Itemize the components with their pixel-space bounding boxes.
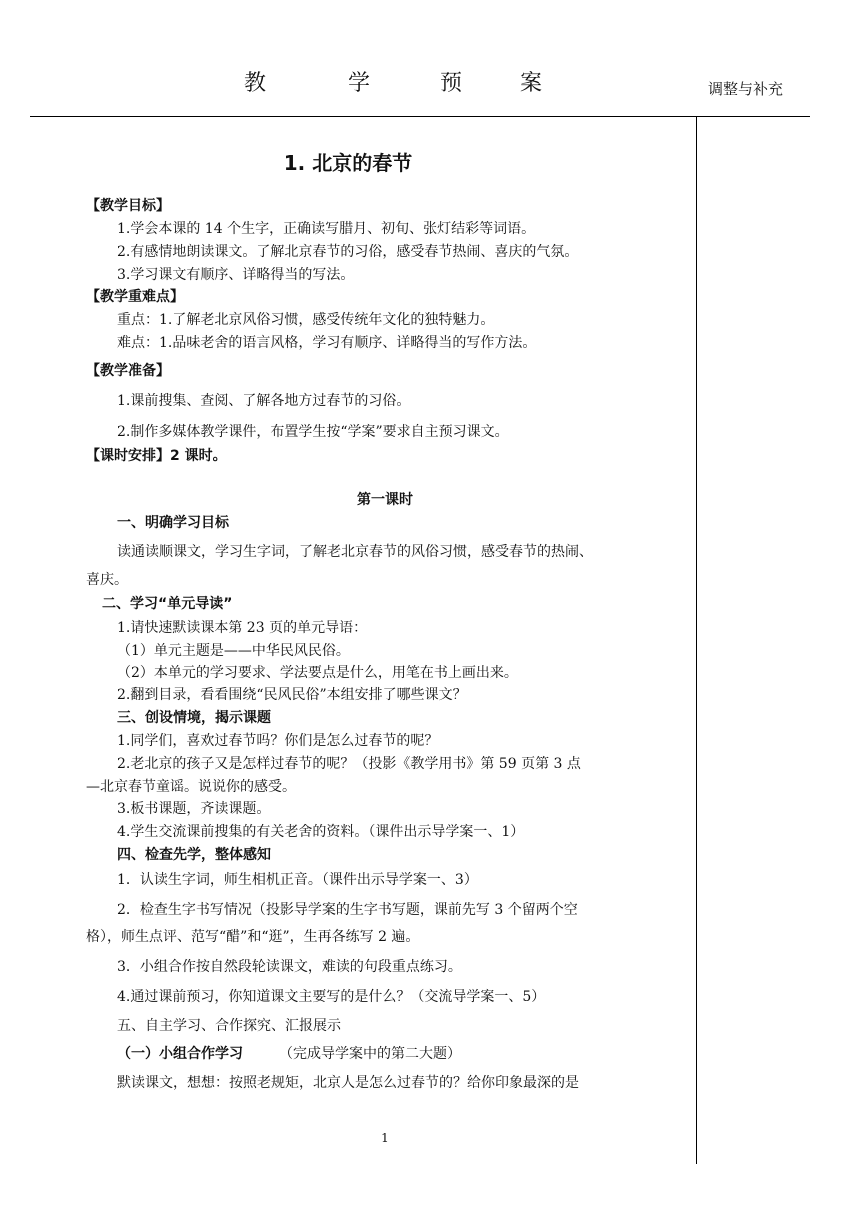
section-heading: （一）小组合作学习 [117,1046,243,1062]
section-heading: 【教学目标】 [86,198,170,214]
text-line: 难点：1.品味老舍的语言风格，学习有顺序、详略得当的写作方法。 [117,335,537,351]
text-line: 2.老北京的孩子又是怎样过春节的呢？（投影《教学用书》第 59 页第 3 点 [117,756,581,772]
column-divider [696,116,697,1164]
section-heading: 【教学重难点】 [86,289,184,305]
title-char: 学 [348,71,371,96]
text-line: 2.有感情地朗读课文。了解北京春节的习俗，感受春节热闹、喜庆的气氛。 [117,244,579,260]
text-line: 3．小组合作按自然段轮读课文，难读的句段重点练习。 [117,959,462,975]
section-heading: 第一课时 [357,492,413,508]
title-char: 预 [440,71,463,96]
title-char: 案 [520,71,543,96]
section-heading: 二、学习“单元导读” [102,596,233,612]
text-line: 4.学生交流课前搜集的有关老舍的资料。（课件出示导学案一、1） [117,824,525,840]
text-line: 2.翻到目录，看看围绕“民风民俗”本组安排了哪些课文？ [117,687,467,703]
text-line: 1．认读生字词，师生相机正音。（课件出示导学案一、3） [117,872,478,888]
section-heading: 四、检查先学，整体感知 [117,847,271,863]
text-line: （2）本单元的学习要求、学法要点是什么，用笔在书上画出来。 [117,665,518,681]
text-line: 4.通过课前预习，你知道课文主要写的是什么？（交流导学案一、5） [117,989,546,1005]
header-rule [30,116,810,117]
text-line: （1）单元主题是——中华民风民俗。 [117,643,350,659]
text-line: 重点：1.了解老北京风俗习惯，感受传统年文化的独特魅力。 [117,312,495,328]
text-line: 3.学习课文有顺序、详略得当的写法。 [117,267,355,283]
text-line: 1.请快速默读课本第 23 页的单元导语： [117,620,368,636]
title-char: 教 [244,71,267,96]
text-line: 3.板书课题，齐读课题。 [117,801,271,817]
text-line: 1.学会本课的 14 个生字，正确读写腊月、初旬、张灯结彩等词语。 [117,221,536,237]
text-line: 读通读顺课文，学习生字词，了解老北京春节的风俗习惯，感受春节的热闹、 [117,544,593,560]
text-line: （完成导学案中的第二大题） [279,1046,461,1062]
side-column-label: 调整与补充 [708,80,784,98]
section-heading: 一、明确学习目标 [117,515,229,531]
page-number: 1 [381,1131,389,1145]
section-heading: 【教学准备】 [86,363,170,379]
section-heading: 【课时安排】2 课时。 [86,448,227,464]
text-line: —北京春节童谣。说说你的感受。 [86,779,296,795]
text-line: 2.制作多媒体教学课件，布置学生按“学案”要求自主预习课文。 [117,424,509,440]
text-line: 喜庆。 [86,572,128,588]
text-line: 默读课文，想想：按照老规矩，北京人是怎么过春节的？给你印象最深的是 [117,1075,579,1091]
lesson-title: 1. 北京的春节 [283,151,413,175]
section-heading: 三、创设情境，揭示课题 [117,710,271,726]
text-line: 格），师生点评、范写“醋”和“逛”，生再各练写 2 遍。 [86,929,420,945]
text-line: 五、自主学习、合作探究、汇报展示 [117,1018,341,1034]
text-line: 1.课前搜集、查阅、了解各地方过春节的习俗。 [117,393,411,409]
text-line: 2．检查生字书写情况（投影导学案的生字书写题，课前先写 3 个留两个空 [117,902,578,918]
text-line: 1.同学们，喜欢过春节吗？你们是怎么过春节的呢？ [117,733,439,749]
